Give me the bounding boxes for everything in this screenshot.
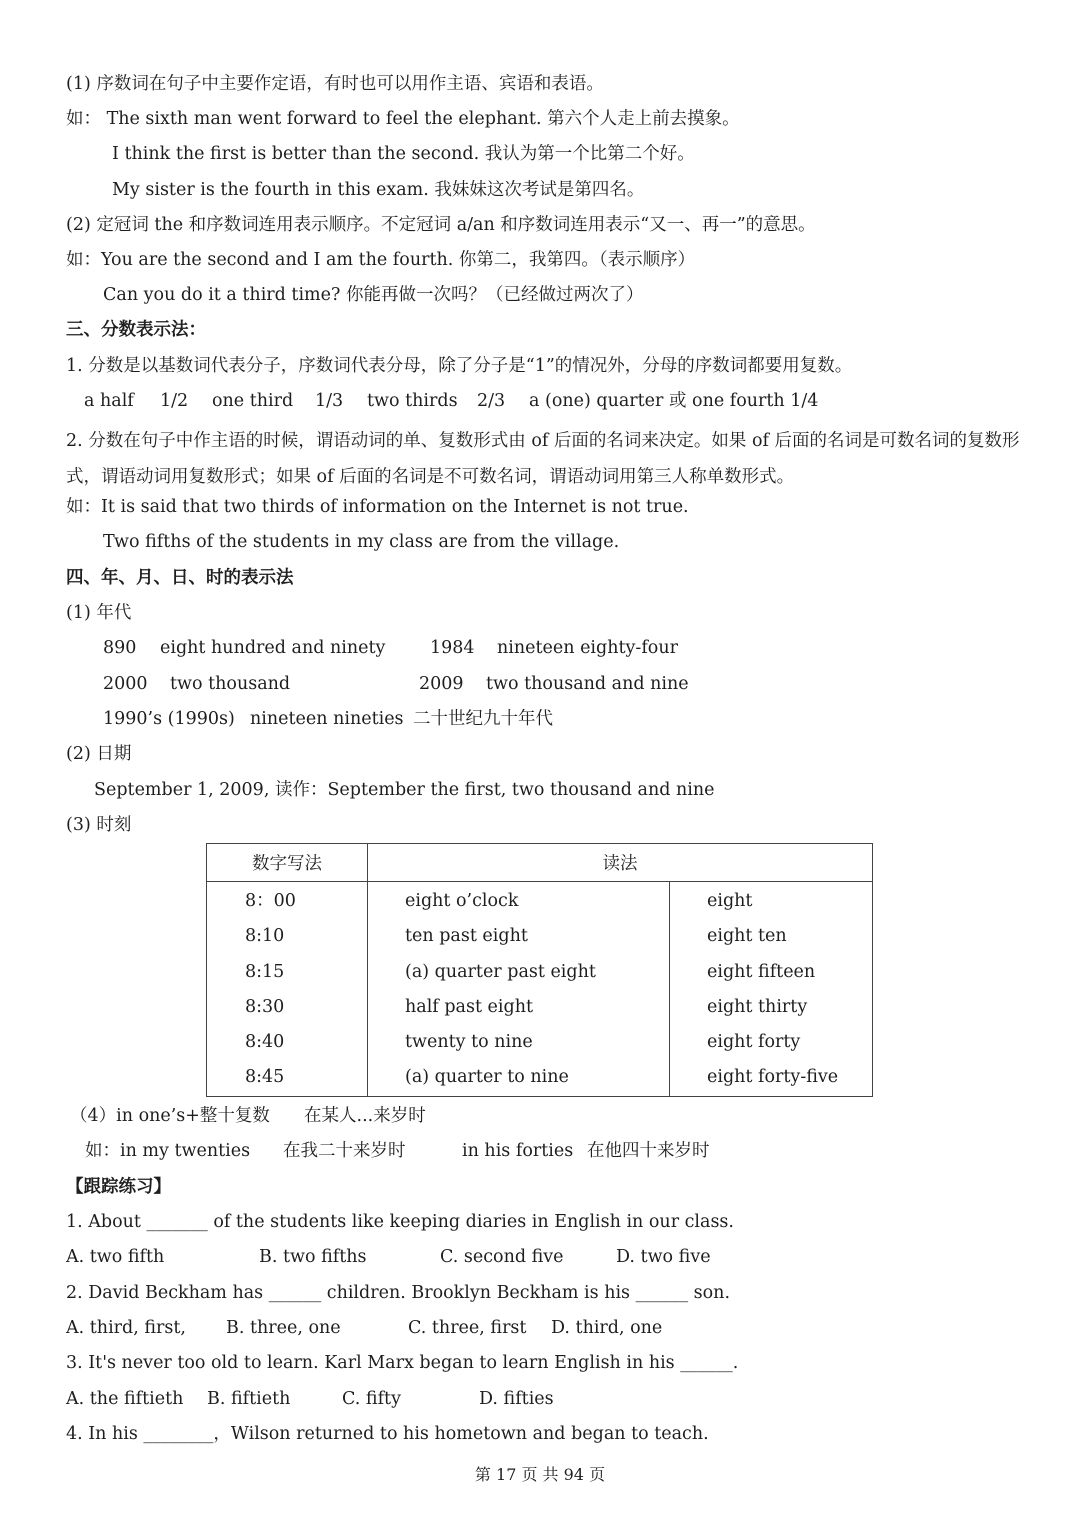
fraction-number: 1/3	[315, 391, 344, 411]
example-line: Can you do it a third time? 你能再做一次吗？（已经做过两次了）	[103, 285, 644, 305]
example-line: I think the first is better than the second. 我认为第一个比第二个好。	[112, 144, 695, 164]
fraction-number: 1/2	[160, 391, 189, 411]
question-4: 4. In his ________，Wilson returned to his hometown and began to teach.	[66, 1424, 709, 1444]
answer-option: C. fifty	[342, 1389, 401, 1409]
table-cell: eight o’clock	[405, 891, 519, 911]
table-cell: eight forty-five	[707, 1067, 839, 1088]
table-cell: eight	[707, 891, 753, 911]
subheading-age	[70, 1104, 1020, 1128]
decade-reading: nineteen nineties	[250, 709, 404, 729]
ordinal-usage-2: (2) 定冠词 the 和序数词连用表示顺序。不定冠词 a/an 和序数词连用表示“又一、再一”的意思。	[66, 215, 816, 235]
question-1: 1. About _______ of the students like keeping diaries in English in our class.	[66, 1212, 734, 1232]
table-cell: half past eight	[405, 996, 534, 1017]
year-row	[103, 636, 1020, 660]
example-line: 如：You are the second and I am the fourth. 你第二，我第四。（表示顺序）	[66, 250, 696, 270]
table-header: 数字写法	[207, 844, 368, 882]
age-examples	[85, 1139, 1020, 1163]
answer-option: D. fifties	[479, 1389, 554, 1409]
table-cell: eight forty	[707, 1032, 801, 1053]
example-line: 如： The sixth man went forward to feel the elephant. 第六个人走上前去摸象。	[66, 109, 740, 129]
year-number: 890	[103, 638, 137, 658]
question-3-options	[66, 1387, 1020, 1411]
table-column-reading-a	[368, 882, 670, 1097]
fraction-word: one third	[212, 391, 294, 411]
fraction-word: two thirds	[367, 391, 458, 411]
subheading-time: (3) 时刻	[66, 815, 132, 835]
example-line: 如：It is said that two thirds of information on the Internet is not true.	[66, 497, 689, 517]
year-reading: two thousand and nine	[486, 674, 689, 694]
question-2: 2. David Beckham has ______ children. Brooklyn Beckham is his ______ son.	[66, 1283, 731, 1303]
year-row	[103, 672, 1020, 696]
answer-option: B. two fifths	[259, 1247, 367, 1267]
example-line: Two fifths of the students in my class are from the village.	[103, 532, 620, 552]
decade-row	[103, 707, 1020, 731]
year-reading: nineteen eighty-four	[497, 638, 678, 658]
fraction-rule-2: 2. 分数在句子中作主语的时候，谓语动词的单、复数形式由 of 后面的名词来决定。如果 of 后面的名词是可数名词的复数形式，谓语动词用复数形式；如果 of 后面的名词是不可数名词，谓语动词用第三人称单数形式。	[66, 431, 1020, 487]
answer-option: B. three, one	[226, 1318, 341, 1338]
table-cell: 8:40	[245, 1032, 285, 1053]
question-3: 3. It's never too old to learn. Karl Marx began to learn English in his ______.	[66, 1353, 739, 1373]
table-cell: (a) quarter to nine	[405, 1067, 569, 1088]
age-pattern: （4）in one’s+整十复数	[70, 1106, 270, 1126]
table-cell: 8:15	[245, 961, 285, 982]
year-number: 1984	[430, 638, 475, 658]
age-example: in his forties	[462, 1141, 574, 1161]
table-cell: ten past eight	[405, 926, 528, 947]
table-cell: 8：00	[245, 891, 296, 911]
section-heading-dates: 四、年、月、日、时的表示法	[66, 568, 294, 588]
year-number: 2000	[103, 674, 148, 694]
age-meaning: 在他四十来岁时	[587, 1141, 710, 1161]
fraction-rule-1: 1. 分数是以基数词代表分子，序数词代表分母，除了分子是“1”的情况外，分母的序数词都要用复数。	[66, 356, 853, 376]
decade-meaning: 二十世纪九十年代	[413, 709, 553, 729]
fraction-examples	[84, 389, 1020, 413]
section-heading-fractions: 三、分数表示法：	[66, 320, 206, 340]
year-number: 2009	[419, 674, 464, 694]
question-2-options	[66, 1316, 1020, 1340]
answer-option: A. the fiftieth	[66, 1389, 184, 1409]
year-reading: eight hundred and ninety	[160, 638, 386, 658]
fraction-word: a (one) quarter 或 one fourth 1/4	[529, 391, 819, 411]
ordinal-usage-1: (1) 序数词在句子中主要作定语，有时也可以用作主语、宾语和表语。	[66, 74, 604, 94]
table-cell: eight fifteen	[707, 961, 816, 982]
year-reading: two thousand	[170, 674, 291, 694]
decade-number: 1990’s (1990s)	[103, 709, 235, 729]
age-example: 如：in my twenties	[85, 1141, 251, 1161]
table-column-reading-b	[670, 882, 873, 1097]
question-1-options	[66, 1245, 1020, 1269]
time-reading-table	[206, 843, 873, 1097]
fraction-word: a half	[84, 391, 134, 411]
table-cell: eight ten	[707, 926, 787, 947]
answer-option: A. two fifth	[66, 1247, 165, 1267]
table-cell: 8:30	[245, 996, 285, 1017]
age-meaning: 在某人...来岁时	[304, 1106, 426, 1126]
table-cell: eight thirty	[707, 996, 808, 1017]
answer-option: A. third, first,	[66, 1318, 186, 1338]
age-meaning: 在我二十来岁时	[283, 1141, 406, 1161]
table-cell: 8:10	[245, 926, 285, 947]
example-line: My sister is the fourth in this exam. 我妹妹这次考试是第四名。	[112, 180, 645, 200]
table-cell: 8:45	[245, 1067, 285, 1088]
date-example: September 1, 2009, 读作：September the first, two thousand and nine	[94, 780, 715, 800]
answer-option: C. second five	[440, 1247, 564, 1267]
table-column-digits	[207, 882, 368, 1097]
answer-option: C. three, first	[408, 1318, 527, 1338]
table-header: 读法	[368, 844, 873, 882]
subheading-date: (2) 日期	[66, 744, 132, 764]
answer-option: D. third, one	[551, 1318, 663, 1338]
answer-option: B. fiftieth	[207, 1389, 291, 1409]
table-cell: twenty to nine	[405, 1032, 533, 1053]
page-footer: 第 17 页 共 94 页	[474, 1465, 606, 1484]
practice-heading: 【跟踪练习】	[66, 1177, 171, 1197]
table-cell: (a) quarter past eight	[405, 961, 596, 982]
answer-option: D. two five	[616, 1247, 711, 1267]
fraction-number: 2/3	[477, 391, 506, 411]
subheading-years: (1) 年代	[66, 603, 132, 623]
